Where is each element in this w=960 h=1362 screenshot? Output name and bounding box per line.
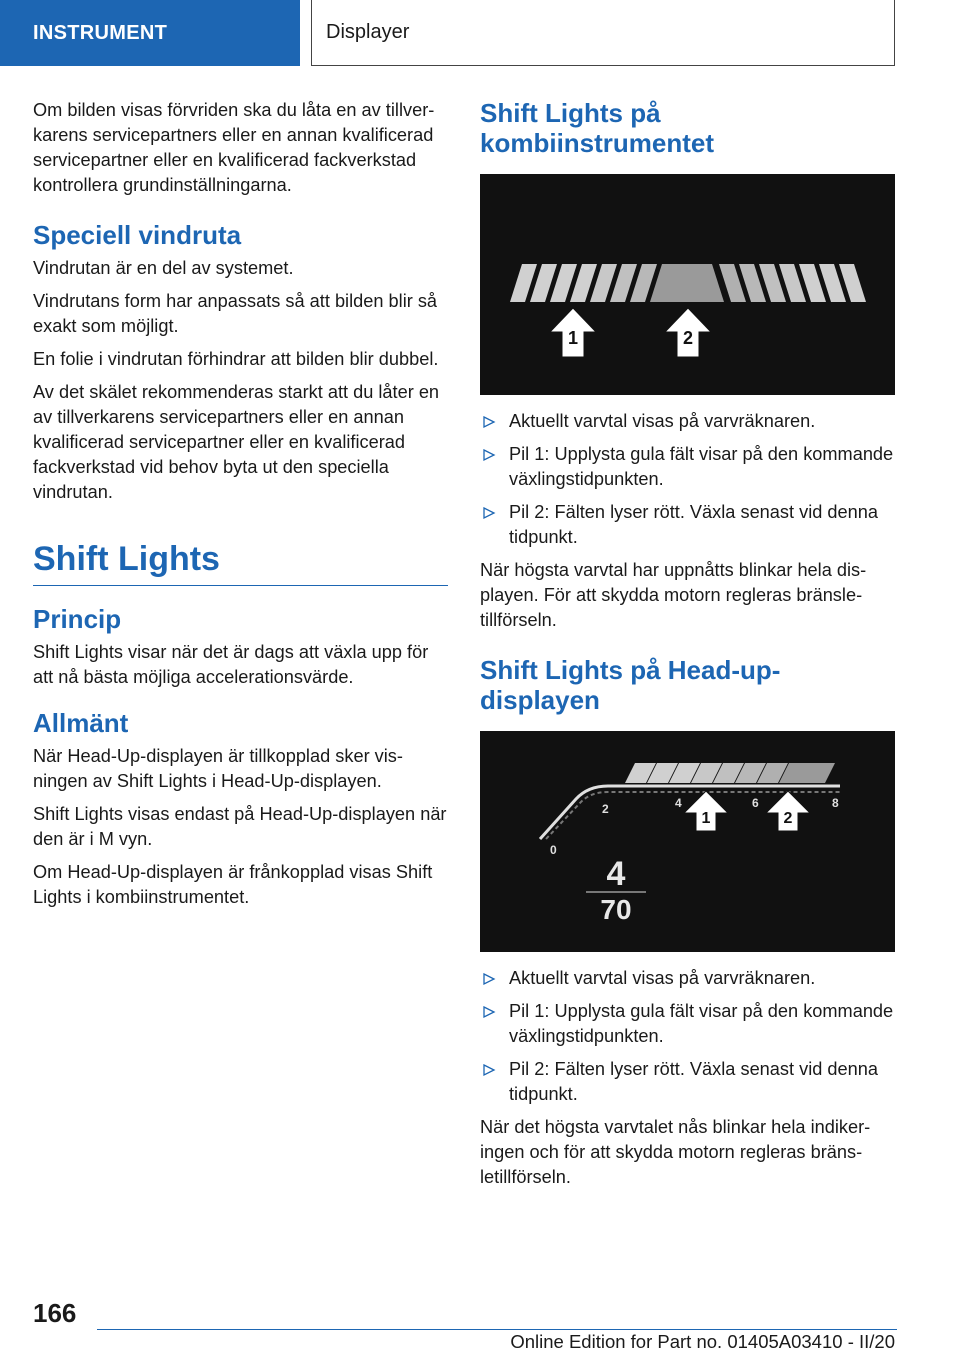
edition-note: Online Edition for Part no. 01405A03410 - II/20 (510, 1331, 895, 1352)
triangle-bullet-icon (482, 972, 496, 986)
speed-indicator: 70 (600, 894, 632, 925)
bullet-text: Aktuellt varvtal visas på varvräknaren. (509, 411, 816, 431)
general-heading: Allmänt (33, 708, 129, 738)
scale-label: 6 (752, 796, 759, 810)
paragraph: Vindrutans form har anpassats så att bilden blir så exakt som möjligt. (33, 291, 438, 336)
triangle-bullet-icon (482, 1005, 496, 1019)
hud-note: När det högsta varvtalet nås blinkar hela indikeringen och för att skydda motorn regleras bränsletillförseln. (480, 1117, 871, 1187)
paragraph: Shift Lights visar när det är dags att växla upp för att nå bästa möjliga accelerationsvärde. (33, 642, 429, 687)
bullet-text: Aktuellt varvtal visas på varvräknaren. (509, 968, 816, 988)
paragraph: En folie i vindrutan förhindrar att bilden blir dubbel. (33, 349, 439, 369)
chapter-label: Displayer (326, 21, 410, 43)
list-item (480, 1057, 895, 1107)
list-item (480, 409, 895, 434)
paragraph: Om Head-Up-displayen är frånkopplad visas Shift Lights i kombiinstrumentet. (33, 862, 433, 907)
arrow-1-label: 1 (567, 328, 579, 348)
shift-lights-title: Shift Lights (33, 540, 220, 578)
hud-segments (625, 763, 835, 783)
footer-divider (97, 1329, 897, 1330)
principle-heading: Princip (33, 604, 122, 634)
cluster-segments (510, 264, 866, 302)
bullet-text: Pil 2: Fälten lyser rött. Växla senast vid denna tidpunkt. (509, 1059, 878, 1104)
cluster-heading: Shift Lights på kombiinstrumentet (480, 98, 715, 158)
scale-label: 8 (832, 796, 839, 810)
shift-lights-title-block (33, 539, 448, 586)
page-number: 166 (33, 1298, 77, 1328)
paragraph: Vindrutan är en del av systemet. (33, 258, 294, 278)
scale-label: 2 (602, 802, 609, 816)
hud-bullet-list (480, 966, 895, 1107)
hud-shift-lights-figure (480, 731, 895, 952)
triangle-bullet-icon (482, 448, 496, 462)
list-item (480, 999, 895, 1049)
cluster-note: När högsta varvtal har uppnåtts blinkar hela displayen. För att skydda motorn regleras bränsletillförseln. (480, 560, 867, 630)
bullet-text: Pil 1: Upplysta gula fält visar på den kommande växlingstidpunkten. (509, 444, 894, 489)
triangle-bullet-icon (482, 415, 496, 429)
triangle-bullet-icon (482, 1063, 496, 1077)
right-column (480, 98, 895, 1198)
scale-label: 4 (675, 796, 682, 810)
section-tab (0, 0, 300, 66)
triangle-bullet-icon (482, 506, 496, 520)
cluster-bullet-list (480, 409, 895, 550)
chapter-header (311, 0, 895, 66)
section-label: INSTRUMENT (33, 21, 168, 44)
list-item (480, 966, 895, 991)
list-item (480, 500, 895, 550)
segment-lit (650, 264, 724, 302)
scale-label: 0 (550, 843, 557, 857)
left-column (33, 98, 448, 918)
arrow-1-label: 1 (701, 810, 711, 827)
bullet-text: Pil 1: Upplysta gula fält visar på den kommande växlingstidpunkten. (509, 1001, 894, 1046)
intro-paragraph: Om bilden visas förvriden ska du låta en av tillverkarens servicepartners eller en annan kvalificerad servicepartner eller en kvalificerad fackverkstad kontrollera grundinställningarna. (33, 100, 435, 195)
bullet-text: Pil 2: Fälten lyser rött. Växla senast vid denna tidpunkt. (509, 502, 878, 547)
hud-heading: Shift Lights på Head-up-displayen (480, 655, 781, 715)
arrow-2-label: 2 (783, 810, 793, 827)
paragraph: Av det skälet rekommenderas starkt att du låter en av tillverkarens servicepartners eller en annan kvalificerad servicepartner eller en kvalificerad fackverkstad vid behov byta ut den speciella vindrutan. (33, 382, 440, 502)
special-windshield-heading: Speciell vindruta (33, 220, 242, 250)
list-item (480, 442, 895, 492)
gear-indicator: 4 (606, 855, 626, 893)
cluster-shift-lights-figure (480, 174, 895, 395)
paragraph: Shift Lights visas endast på Head-Up-displayen när den är i M vyn. (33, 804, 447, 849)
arrow-2-label: 2 (682, 328, 694, 348)
paragraph: När Head-Up-displayen är tillkopplad sker visningen av Shift Lights i Head-Up-displayen. (33, 746, 403, 791)
